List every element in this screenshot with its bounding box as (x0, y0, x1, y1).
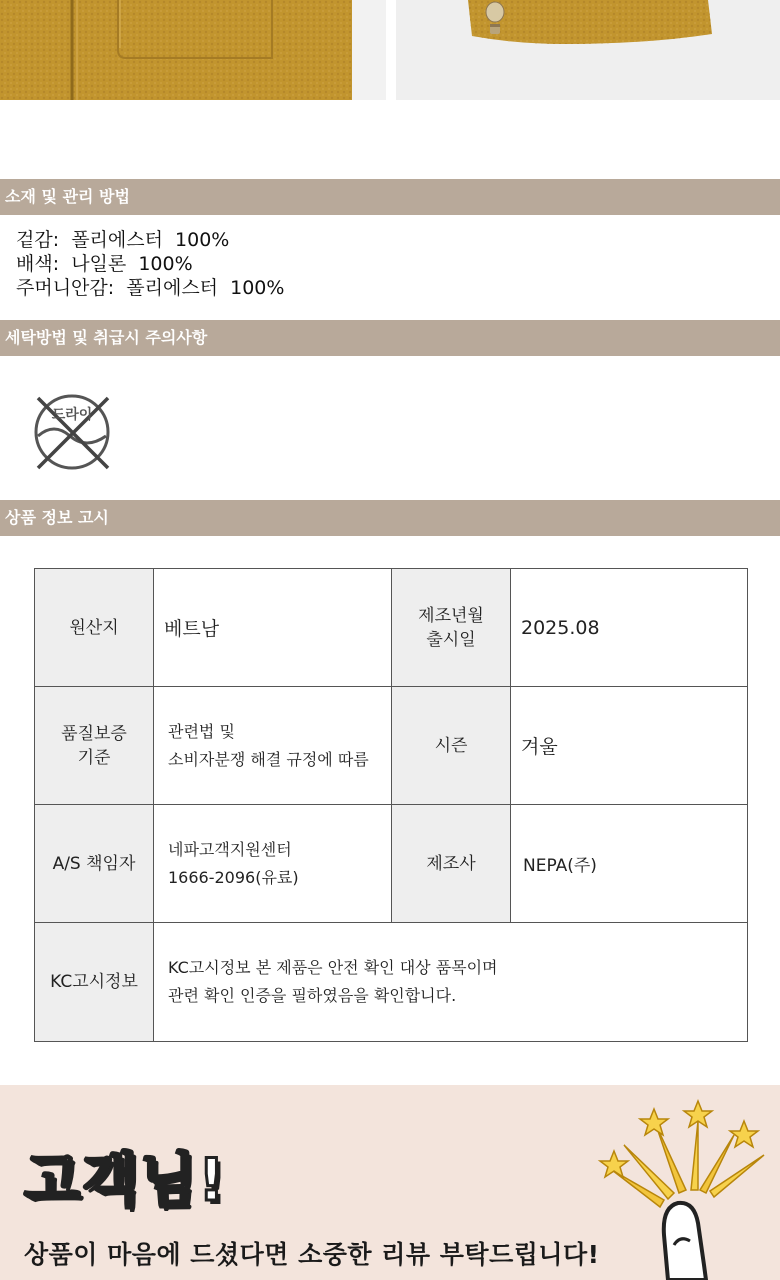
maker-value: NEPA(주) (511, 805, 748, 923)
promo-title: 고객님! (24, 1146, 227, 1214)
material-composition (16, 228, 284, 300)
origin-value: 베트남 (154, 569, 392, 687)
season-label: 시즌 (392, 687, 511, 805)
section-header-notice: 상품 정보 고시 (0, 500, 780, 536)
maker-label: 제조사 (392, 805, 511, 923)
material-line-trim: 배색: 나일론 100% (16, 253, 193, 275)
kc-value: KC고시정보 본 제품은 안전 확인 대상 품목이며 관련 확인 인증을 필하였음을 확인합니다. (154, 923, 748, 1042)
origin-label: 원산지 (35, 569, 154, 687)
no-dry-clean-icon (30, 392, 114, 476)
table-row (35, 687, 748, 805)
product-photo-hem (396, 0, 780, 100)
promo-subtitle: 상품이 마음에 드셨다면 소중한 리뷰 부탁드립니다! (24, 1240, 600, 1269)
manufacture-date-value: 2025.08 (511, 569, 748, 687)
review-promo-banner (0, 1085, 780, 1280)
material-line-shell: 겉감: 폴리에스터 100% (16, 229, 230, 251)
product-photo-pocket (0, 0, 386, 100)
care-icon-label: 드라이 (51, 407, 93, 423)
material-line-pocket-lining: 주머니안감: 폴리에스터 100% (16, 277, 285, 299)
table-row (35, 923, 748, 1042)
as-value: 네파고객지원센터 1666-2096(유료) (154, 805, 392, 923)
thumbs-up-stars-icon (594, 1095, 780, 1280)
as-label: A/S 책임자 (35, 805, 154, 923)
quality-value: 관련법 및 소비자분쟁 해결 규정에 따름 (154, 687, 392, 805)
table-row (35, 805, 748, 923)
section-header-material: 소재 및 관리 방법 (0, 179, 780, 215)
section-header-care: 세탁방법 및 취급시 주의사항 (0, 320, 780, 356)
kc-label: KC고시정보 (35, 923, 154, 1042)
product-info-table (34, 568, 748, 1042)
product-photo-strip (0, 0, 780, 100)
table-row (35, 569, 748, 687)
manufacture-date-label: 제조년월 출시일 (392, 569, 511, 687)
season-value: 겨울 (511, 687, 748, 805)
quality-label: 품질보증 기준 (35, 687, 154, 805)
